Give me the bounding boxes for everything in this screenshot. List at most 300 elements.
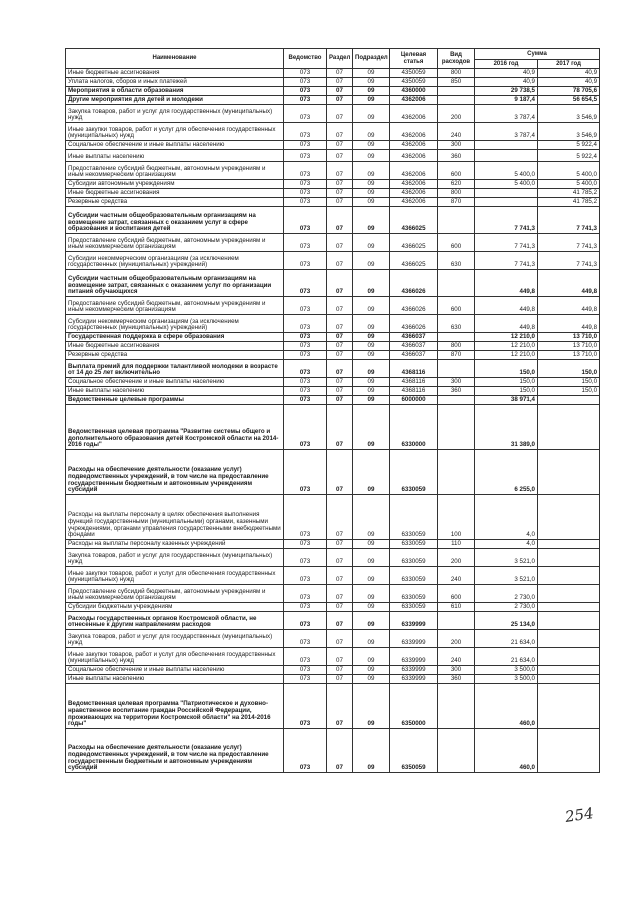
- row-amount-2016: 12 210,0: [475, 333, 538, 342]
- row-section: 07: [327, 378, 353, 387]
- row-name: Другие мероприятия для детей и молодежи: [66, 96, 284, 105]
- row-target: 4362006: [390, 123, 438, 141]
- row-target: 4362006: [390, 150, 438, 162]
- table-row: [66, 162, 600, 180]
- row-amount-2016: 29 738,5: [475, 87, 538, 96]
- row-amount-2017: 13 710,0: [538, 342, 600, 351]
- row-subsection: 09: [353, 378, 390, 387]
- row-amount-2017: 150,0: [538, 387, 600, 396]
- row-exp-type: [438, 96, 475, 105]
- row-amount-2016: 460,0: [475, 729, 538, 773]
- row-amount-2016: 150,0: [475, 387, 538, 396]
- row-target: 6330059: [390, 495, 438, 540]
- row-amount-2016: 25 134,0: [475, 612, 538, 630]
- row-amount-2016: 3 787,4: [475, 105, 538, 123]
- row-amount-2017: [538, 630, 600, 648]
- row-exp-type: 360: [438, 387, 475, 396]
- row-section: 07: [327, 162, 353, 180]
- row-section: 07: [327, 351, 353, 360]
- row-target: 4366026: [390, 315, 438, 333]
- row-dept: 073: [284, 333, 327, 342]
- row-section: 07: [327, 450, 353, 495]
- row-target: 4362006: [390, 96, 438, 105]
- header-target: Целевая статья: [390, 49, 438, 69]
- row-amount-2017: [538, 405, 600, 450]
- row-amount-2017: 40,9: [538, 69, 600, 78]
- row-exp-type: 600: [438, 162, 475, 180]
- row-section: 07: [327, 387, 353, 396]
- row-amount-2016: 3 787,4: [475, 123, 538, 141]
- row-amount-2016: 3 521,0: [475, 549, 538, 567]
- row-exp-type: [438, 207, 475, 234]
- row-name: Субсидии некоммерческим организациям (за исключением государственных (муниципальных) учреждений): [66, 252, 284, 270]
- row-amount-2016: 31 389,0: [475, 405, 538, 450]
- row-name: Уплата налогов, сборов и иных платежей: [66, 78, 284, 87]
- row-subsection: 09: [353, 666, 390, 675]
- row-section: 07: [327, 123, 353, 141]
- row-target: 4362006: [390, 180, 438, 189]
- row-dept: 073: [284, 630, 327, 648]
- row-subsection: 09: [353, 603, 390, 612]
- row-exp-type: [438, 405, 475, 450]
- row-subsection: 09: [353, 360, 390, 378]
- row-amount-2017: [538, 666, 600, 675]
- row-section: 07: [327, 141, 353, 150]
- row-amount-2017: 3 546,9: [538, 123, 600, 141]
- row-subsection: 09: [353, 540, 390, 549]
- row-subsection: 09: [353, 198, 390, 207]
- row-amount-2017: 150,0: [538, 378, 600, 387]
- row-subsection: 09: [353, 234, 390, 252]
- row-amount-2016: 21 634,0: [475, 630, 538, 648]
- row-amount-2017: 3 546,9: [538, 105, 600, 123]
- table-row: [66, 648, 600, 666]
- row-subsection: 09: [353, 333, 390, 342]
- row-amount-2017: 150,0: [538, 360, 600, 378]
- row-subsection: 09: [353, 78, 390, 87]
- row-exp-type: [438, 360, 475, 378]
- row-exp-type: 360: [438, 675, 475, 684]
- row-name: Социальное обеспечение и иные выплаты населению: [66, 141, 284, 150]
- row-name: Предоставление субсидий бюджетным, автономным учреждениям и иным некоммерческим организациям: [66, 234, 284, 252]
- row-name: Закупка товаров, работ и услуг для государственных (муниципальных) нужд: [66, 105, 284, 123]
- row-target: 4366026: [390, 297, 438, 315]
- row-subsection: 09: [353, 270, 390, 297]
- row-subsection: 09: [353, 162, 390, 180]
- row-dept: 073: [284, 405, 327, 450]
- row-dept: 073: [284, 360, 327, 378]
- row-dept: 073: [284, 378, 327, 387]
- row-amount-2016: 5 400,0: [475, 162, 538, 180]
- row-subsection: 09: [353, 549, 390, 567]
- row-target: 4366037: [390, 342, 438, 351]
- row-dept: 073: [284, 540, 327, 549]
- row-amount-2016: 2 730,0: [475, 603, 538, 612]
- row-target: 6330059: [390, 567, 438, 585]
- row-target: 4368116: [390, 378, 438, 387]
- row-dept: 073: [284, 297, 327, 315]
- row-subsection: 09: [353, 123, 390, 141]
- row-amount-2017: [538, 540, 600, 549]
- row-exp-type: [438, 396, 475, 405]
- row-exp-type: 240: [438, 567, 475, 585]
- row-dept: 073: [284, 666, 327, 675]
- table-row: [66, 450, 600, 495]
- row-exp-type: 200: [438, 630, 475, 648]
- row-dept: 073: [284, 450, 327, 495]
- row-exp-type: 600: [438, 234, 475, 252]
- row-exp-type: 800: [438, 342, 475, 351]
- row-amount-2016: [475, 189, 538, 198]
- table-row: [66, 189, 600, 198]
- row-amount-2016: 3 521,0: [475, 567, 538, 585]
- row-section: 07: [327, 69, 353, 78]
- row-amount-2017: [538, 585, 600, 603]
- row-subsection: 09: [353, 297, 390, 315]
- row-target: 6000000: [390, 396, 438, 405]
- row-section: 07: [327, 666, 353, 675]
- row-dept: 073: [284, 495, 327, 540]
- row-section: 07: [327, 567, 353, 585]
- row-amount-2016: 460,0: [475, 684, 538, 729]
- row-name: Субсидии автономным учреждениям: [66, 180, 284, 189]
- row-name: Ведомственная целевая программа "Патриотическое и духовно-нравственное воспитание граждан Российской Федерации, проживающих на территории Костромской области" на 2014-2016 годы": [66, 684, 284, 729]
- row-target: 4362006: [390, 105, 438, 123]
- table-row: [66, 729, 600, 773]
- header-year-2017: 2017 год: [538, 60, 600, 69]
- row-dept: 073: [284, 396, 327, 405]
- row-amount-2016: 4,0: [475, 540, 538, 549]
- row-dept: 073: [284, 648, 327, 666]
- row-amount-2017: [538, 603, 600, 612]
- row-target: 6330059: [390, 549, 438, 567]
- row-target: 4366037: [390, 351, 438, 360]
- row-target: 4368116: [390, 387, 438, 396]
- table-row: [66, 360, 600, 378]
- row-section: 07: [327, 270, 353, 297]
- row-name: Субсидии некоммерческим организациям (за исключением государственных (муниципальных) учреждений): [66, 315, 284, 333]
- row-exp-type: 240: [438, 648, 475, 666]
- row-target: 6339999: [390, 666, 438, 675]
- row-target: 4350059: [390, 78, 438, 87]
- row-section: 07: [327, 675, 353, 684]
- row-amount-2016: 40,9: [475, 69, 538, 78]
- row-exp-type: [438, 729, 475, 773]
- row-exp-type: 200: [438, 549, 475, 567]
- row-amount-2016: 449,8: [475, 270, 538, 297]
- header-year-2016: 2016 год: [475, 60, 538, 69]
- row-section: 07: [327, 315, 353, 333]
- row-name: Социальное обеспечение и иные выплаты населению: [66, 666, 284, 675]
- row-exp-type: 800: [438, 189, 475, 198]
- row-amount-2017: 78 705,6: [538, 87, 600, 96]
- row-section: 07: [327, 603, 353, 612]
- table-row: [66, 567, 600, 585]
- row-subsection: 09: [353, 87, 390, 96]
- row-section: 07: [327, 297, 353, 315]
- row-name: Государственная поддержка в сфере образования: [66, 333, 284, 342]
- row-dept: 073: [284, 567, 327, 585]
- table-row: [66, 78, 600, 87]
- row-section: 07: [327, 198, 353, 207]
- row-subsection: 09: [353, 675, 390, 684]
- row-dept: 073: [284, 549, 327, 567]
- row-name: Ведомственные целевые программы: [66, 396, 284, 405]
- row-exp-type: 850: [438, 78, 475, 87]
- row-amount-2016: 3 500,0: [475, 666, 538, 675]
- table-row: [66, 150, 600, 162]
- row-dept: 073: [284, 96, 327, 105]
- row-subsection: 09: [353, 189, 390, 198]
- row-section: 07: [327, 405, 353, 450]
- row-amount-2016: [475, 198, 538, 207]
- table-row: [66, 207, 600, 234]
- row-exp-type: 620: [438, 180, 475, 189]
- row-exp-type: 240: [438, 123, 475, 141]
- row-name: Закупка товаров, работ и услуг для государственных (муниципальных) нужд: [66, 549, 284, 567]
- row-dept: 073: [284, 315, 327, 333]
- row-amount-2017: [538, 495, 600, 540]
- row-target: 6339999: [390, 630, 438, 648]
- table-row: [66, 351, 600, 360]
- row-name: Расходы на выплаты персоналу казенных учреждений: [66, 540, 284, 549]
- row-target: 4366025: [390, 234, 438, 252]
- table-row: [66, 96, 600, 105]
- row-amount-2017: 5 400,0: [538, 162, 600, 180]
- row-target: 4362006: [390, 198, 438, 207]
- table-body: [66, 69, 600, 773]
- table-row: [66, 87, 600, 96]
- row-section: 07: [327, 234, 353, 252]
- row-amount-2016: 5 400,0: [475, 180, 538, 189]
- row-dept: 073: [284, 180, 327, 189]
- row-amount-2016: 449,8: [475, 315, 538, 333]
- row-target: 4366025: [390, 207, 438, 234]
- row-target: 4366026: [390, 270, 438, 297]
- row-section: 07: [327, 180, 353, 189]
- header-dept: Ведомство: [284, 49, 327, 69]
- row-amount-2016: 7 741,3: [475, 234, 538, 252]
- row-subsection: 09: [353, 387, 390, 396]
- table-row: [66, 297, 600, 315]
- row-amount-2016: 3 500,0: [475, 675, 538, 684]
- row-section: 07: [327, 549, 353, 567]
- table-row: [66, 603, 600, 612]
- row-section: 07: [327, 648, 353, 666]
- row-name: Предоставление субсидий бюджетным, автономным учреждениям и иным некоммерческим организациям: [66, 297, 284, 315]
- row-dept: 073: [284, 69, 327, 78]
- row-name: Иные закупки товаров, работ и услуг для обеспечения государственных (муниципальных) нужд: [66, 648, 284, 666]
- row-subsection: 09: [353, 180, 390, 189]
- header-section: Раздел: [327, 49, 353, 69]
- row-dept: 073: [284, 141, 327, 150]
- table-row: [66, 333, 600, 342]
- row-target: 6339999: [390, 675, 438, 684]
- row-section: 07: [327, 252, 353, 270]
- row-amount-2017: [538, 675, 600, 684]
- table-row: [66, 675, 600, 684]
- row-dept: 073: [284, 387, 327, 396]
- row-name: Расходы на обеспечение деятельности (оказание услуг) подведомственных учреждений, в том числе на предоставление государственным бюджетным и автономным учреждениям субсидий: [66, 729, 284, 773]
- row-section: 07: [327, 585, 353, 603]
- table-row: [66, 630, 600, 648]
- table-row: [66, 405, 600, 450]
- row-subsection: 09: [353, 585, 390, 603]
- table-row: [66, 234, 600, 252]
- table-row: [66, 270, 600, 297]
- row-subsection: 09: [353, 495, 390, 540]
- row-dept: 073: [284, 603, 327, 612]
- row-section: 07: [327, 396, 353, 405]
- row-section: 07: [327, 189, 353, 198]
- row-name: Предоставление субсидий бюджетным, автономным учреждениям и иным некоммерческим организациям: [66, 585, 284, 603]
- row-target: 4366025: [390, 252, 438, 270]
- row-amount-2017: [538, 396, 600, 405]
- row-exp-type: 300: [438, 666, 475, 675]
- row-name: Иные закупки товаров, работ и услуг для обеспечения государственных (муниципальных) нужд: [66, 123, 284, 141]
- row-amount-2017: 449,8: [538, 270, 600, 297]
- table-row: [66, 549, 600, 567]
- row-subsection: 09: [353, 396, 390, 405]
- row-target: 6339999: [390, 648, 438, 666]
- table-row: [66, 585, 600, 603]
- table-row: [66, 378, 600, 387]
- row-dept: 073: [284, 585, 327, 603]
- row-section: 07: [327, 540, 353, 549]
- row-dept: 073: [284, 189, 327, 198]
- row-exp-type: 870: [438, 198, 475, 207]
- row-dept: 073: [284, 351, 327, 360]
- row-target: 4362006: [390, 189, 438, 198]
- table-row: [66, 198, 600, 207]
- table-row: [66, 495, 600, 540]
- row-section: 07: [327, 495, 353, 540]
- row-amount-2016: 449,8: [475, 297, 538, 315]
- row-name: Иные бюджетные ассигнования: [66, 69, 284, 78]
- row-target: 6350000: [390, 684, 438, 729]
- row-section: 07: [327, 684, 353, 729]
- row-subsection: 09: [353, 96, 390, 105]
- row-amount-2016: 12 210,0: [475, 342, 538, 351]
- row-exp-type: 630: [438, 252, 475, 270]
- row-subsection: 09: [353, 684, 390, 729]
- row-amount-2017: [538, 567, 600, 585]
- row-amount-2017: 5 400,0: [538, 180, 600, 189]
- row-target: 4360000: [390, 87, 438, 96]
- row-amount-2017: [538, 684, 600, 729]
- row-name: Резервные средства: [66, 351, 284, 360]
- row-amount-2017: 13 710,0: [538, 351, 600, 360]
- row-amount-2016: [475, 150, 538, 162]
- row-amount-2016: 7 741,3: [475, 252, 538, 270]
- row-amount-2017: [538, 648, 600, 666]
- row-name: Предоставление субсидий бюджетным, автономным учреждениям и иным некоммерческим организациям: [66, 162, 284, 180]
- row-amount-2017: 40,9: [538, 78, 600, 87]
- row-dept: 073: [284, 612, 327, 630]
- row-amount-2016: 40,9: [475, 78, 538, 87]
- row-dept: 073: [284, 675, 327, 684]
- row-exp-type: 610: [438, 603, 475, 612]
- row-amount-2017: 41 785,2: [538, 198, 600, 207]
- row-name: Расходы на обеспечение деятельности (оказание услуг) подведомственных учреждений, в том числе на предоставление государственным бюджетным и автономным учреждениям субсидий: [66, 450, 284, 495]
- row-subsection: 09: [353, 405, 390, 450]
- row-target: 6330059: [390, 450, 438, 495]
- row-name: Ведомственная целевая программа "Развитие системы общего и дополнительного образования детей Костромской области на 2014-2016 годы": [66, 405, 284, 450]
- row-subsection: 09: [353, 105, 390, 123]
- row-exp-type: 630: [438, 315, 475, 333]
- row-name: Субсидии бюджетным учреждениям: [66, 603, 284, 612]
- table-row: [66, 123, 600, 141]
- row-amount-2016: 7 741,3: [475, 207, 538, 234]
- row-target: 4362006: [390, 162, 438, 180]
- row-name: Выплата премий для поддержки талантливой молодежи в возрасте от 14 до 25 лет включительно: [66, 360, 284, 378]
- row-section: 07: [327, 333, 353, 342]
- row-dept: 073: [284, 234, 327, 252]
- row-section: 07: [327, 360, 353, 378]
- row-name: Иные бюджетные ассигнования: [66, 342, 284, 351]
- row-dept: 073: [284, 123, 327, 141]
- row-amount-2016: 150,0: [475, 360, 538, 378]
- row-name: Иные закупки товаров, работ и услуг для обеспечения государственных (муниципальных) нужд: [66, 567, 284, 585]
- row-subsection: 09: [353, 342, 390, 351]
- row-amount-2017: 41 785,2: [538, 189, 600, 198]
- row-target: 4368116: [390, 360, 438, 378]
- row-target: 4362006: [390, 141, 438, 150]
- row-amount-2017: 7 741,3: [538, 234, 600, 252]
- row-exp-type: [438, 684, 475, 729]
- row-exp-type: 100: [438, 495, 475, 540]
- row-exp-type: 800: [438, 69, 475, 78]
- row-amount-2017: 7 741,3: [538, 207, 600, 234]
- row-section: 07: [327, 207, 353, 234]
- row-section: 07: [327, 630, 353, 648]
- row-section: 07: [327, 150, 353, 162]
- row-exp-type: 360: [438, 150, 475, 162]
- row-name: Субсидии частным общеобразовательным организациям на возмещение затрат, связанных с оказанием услуг в сфере образования и воспитания детей: [66, 207, 284, 234]
- row-name: Иные бюджетные ассигнования: [66, 189, 284, 198]
- row-target: 4350059: [390, 69, 438, 78]
- row-subsection: 09: [353, 207, 390, 234]
- row-name: Резервные средства: [66, 198, 284, 207]
- table-row: [66, 342, 600, 351]
- row-exp-type: 300: [438, 141, 475, 150]
- row-subsection: 09: [353, 648, 390, 666]
- budget-table: [65, 48, 600, 773]
- row-target: 6350059: [390, 729, 438, 773]
- row-dept: 073: [284, 207, 327, 234]
- row-name: Иные выплаты населению: [66, 150, 284, 162]
- row-dept: 073: [284, 729, 327, 773]
- row-exp-type: 600: [438, 297, 475, 315]
- row-amount-2016: 12 210,0: [475, 351, 538, 360]
- row-dept: 073: [284, 150, 327, 162]
- row-target: 6330000: [390, 405, 438, 450]
- row-subsection: 09: [353, 141, 390, 150]
- row-name: Иные выплаты населению: [66, 387, 284, 396]
- row-name: Иные выплаты населению: [66, 675, 284, 684]
- row-amount-2017: 5 922,4: [538, 141, 600, 150]
- row-subsection: 09: [353, 69, 390, 78]
- row-target: 6339999: [390, 612, 438, 630]
- row-amount-2017: 449,8: [538, 297, 600, 315]
- table-row: [66, 315, 600, 333]
- row-section: 07: [327, 87, 353, 96]
- row-section: 07: [327, 96, 353, 105]
- row-subsection: 09: [353, 729, 390, 773]
- row-dept: 073: [284, 270, 327, 297]
- row-dept: 073: [284, 87, 327, 96]
- row-exp-type: [438, 333, 475, 342]
